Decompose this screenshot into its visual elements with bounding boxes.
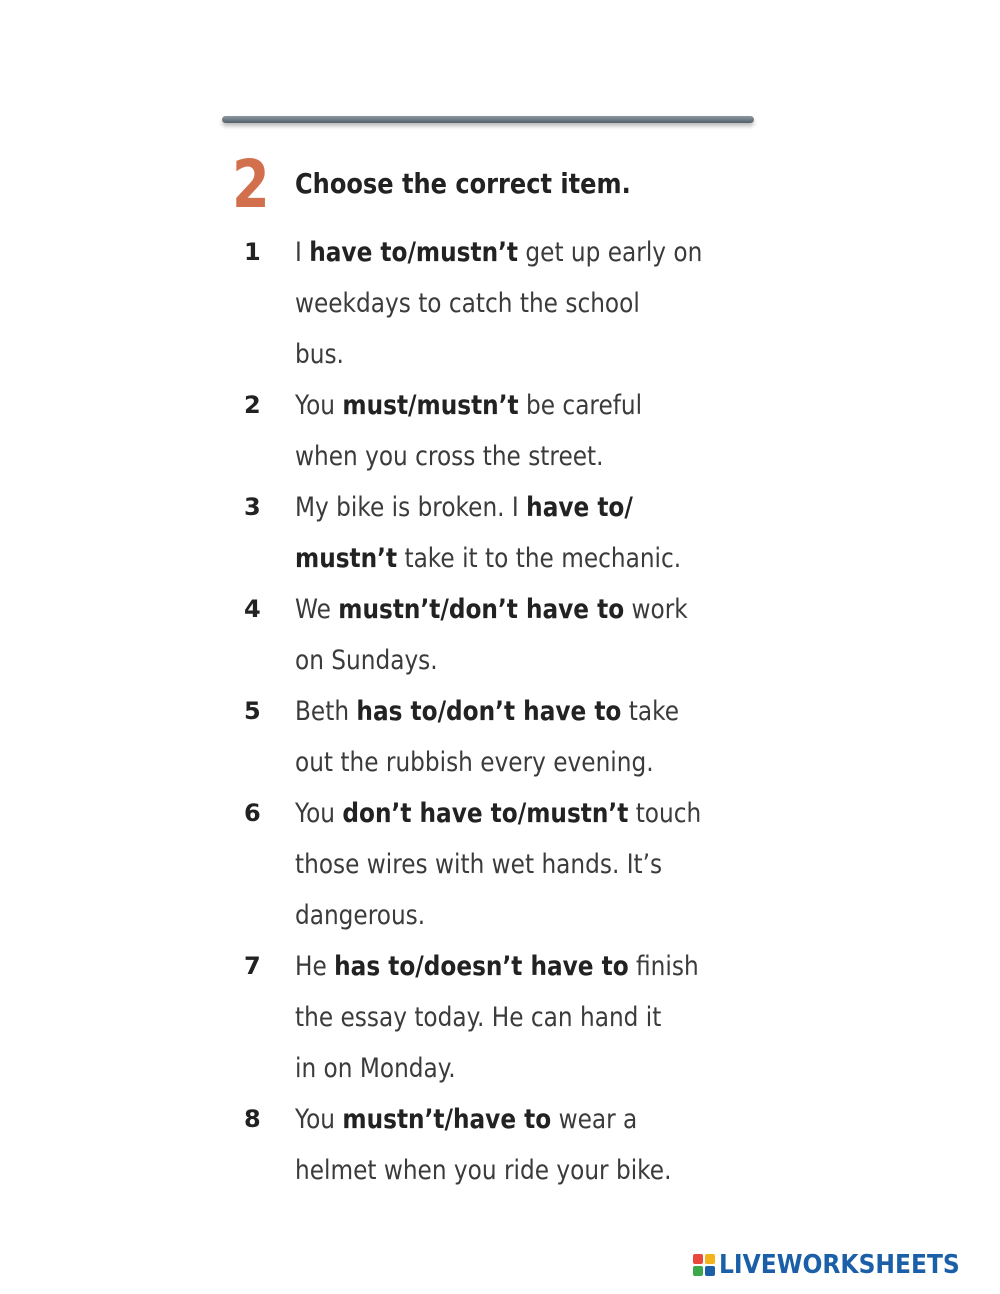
sentence-text: out the rubbish every evening. [295,747,654,778]
sentence-text: dangerous. [295,900,426,931]
logo-square-red [693,1254,703,1264]
item-text-line [295,890,695,941]
liveworksheets-logo-icon [693,1254,715,1276]
item-text-line [295,1145,695,1196]
sentence-text: He [295,951,335,982]
logo-square-blue [705,1266,715,1276]
sentence-text: My bike is broken. I [295,492,527,523]
item-text-line [295,788,702,839]
sentence-text: finish [628,951,699,982]
item-number: 5 [244,697,261,725]
exercise-item [240,1094,760,1196]
sentence-text: You [295,798,343,829]
exercise-instruction: Choose the correct item. [295,167,631,200]
item-number: 6 [244,799,261,827]
item-text-line [295,482,695,533]
sentence-text: the essay today. He can hand it [295,1002,662,1033]
sentence-text: weekdays to catch the school [295,288,640,319]
answer-choice: have to/mustn’t [309,237,519,268]
sentence-text: work [624,594,688,625]
item-text-line [295,686,695,737]
sentence-text: be careful [518,390,643,421]
exercise-item [240,227,760,380]
sentence-text: bus. [295,339,344,370]
answer-choice: mustn’t/have to [342,1104,552,1135]
exercise-item [240,941,760,1094]
logo-square-yellow [705,1254,715,1264]
sentence-text: helmet when you ride your bike. [295,1155,672,1186]
item-text-line [295,941,699,992]
top-divider-rule [222,116,754,123]
sentence-text: get up early on [518,237,703,268]
sentence-text: I [295,237,310,268]
answer-choice: have to/ [526,492,633,523]
item-number: 4 [244,595,261,623]
sentence-text: touch [628,798,702,829]
item-text-line [295,329,695,380]
sentence-text: wear a [551,1104,638,1135]
item-number: 8 [244,1105,261,1133]
sentence-text: when you cross the street. [295,441,604,472]
sentence-text: take it to the mechanic. [397,543,682,574]
item-number: 7 [244,952,261,980]
answer-choice: has to/doesn’t have to [334,951,629,982]
liveworksheets-brand [693,1250,987,1280]
answer-choice: don’t have to/mustn’t [342,798,629,829]
item-text-line [295,839,695,890]
item-text-line [295,380,695,431]
sentence-text: Beth [295,696,357,727]
sentence-text: You [295,1104,343,1135]
exercise-item-list [240,227,760,1196]
answer-choice: must/mustn’t [342,390,519,421]
sentence-text: We [295,594,339,625]
sentence-text: on Sundays. [295,645,438,676]
item-text-line [295,992,695,1043]
item-text-line [295,1094,695,1145]
item-text-line [295,533,695,584]
exercise-item [240,380,760,482]
exercise-item [240,482,760,584]
exercise-item [240,584,760,686]
answer-choice: mustn’t [295,543,398,574]
sentence-text: those wires with wet hands. It’s [295,849,663,880]
item-number: 3 [244,493,261,521]
item-text-line [295,431,695,482]
item-text-line [295,227,703,278]
brand-name: LIVEWORKSHEETS [719,1250,960,1280]
logo-square-green [693,1266,703,1276]
item-number: 1 [244,238,261,266]
answer-choice: has to/don’t have to [356,696,622,727]
sentence-text: in on Monday. [295,1053,456,1084]
item-text-line [295,584,695,635]
exercise-number: 2 [232,146,270,223]
answer-choice: mustn’t/don’t have to [338,594,625,625]
item-text-line [295,1043,695,1094]
item-text-line [295,635,695,686]
item-text-line [295,737,695,788]
item-text-line [295,278,695,329]
sentence-text: You [295,390,343,421]
exercise-item [240,686,760,788]
sentence-text: take [621,696,680,727]
item-number: 2 [244,391,261,419]
exercise-item [240,788,760,941]
